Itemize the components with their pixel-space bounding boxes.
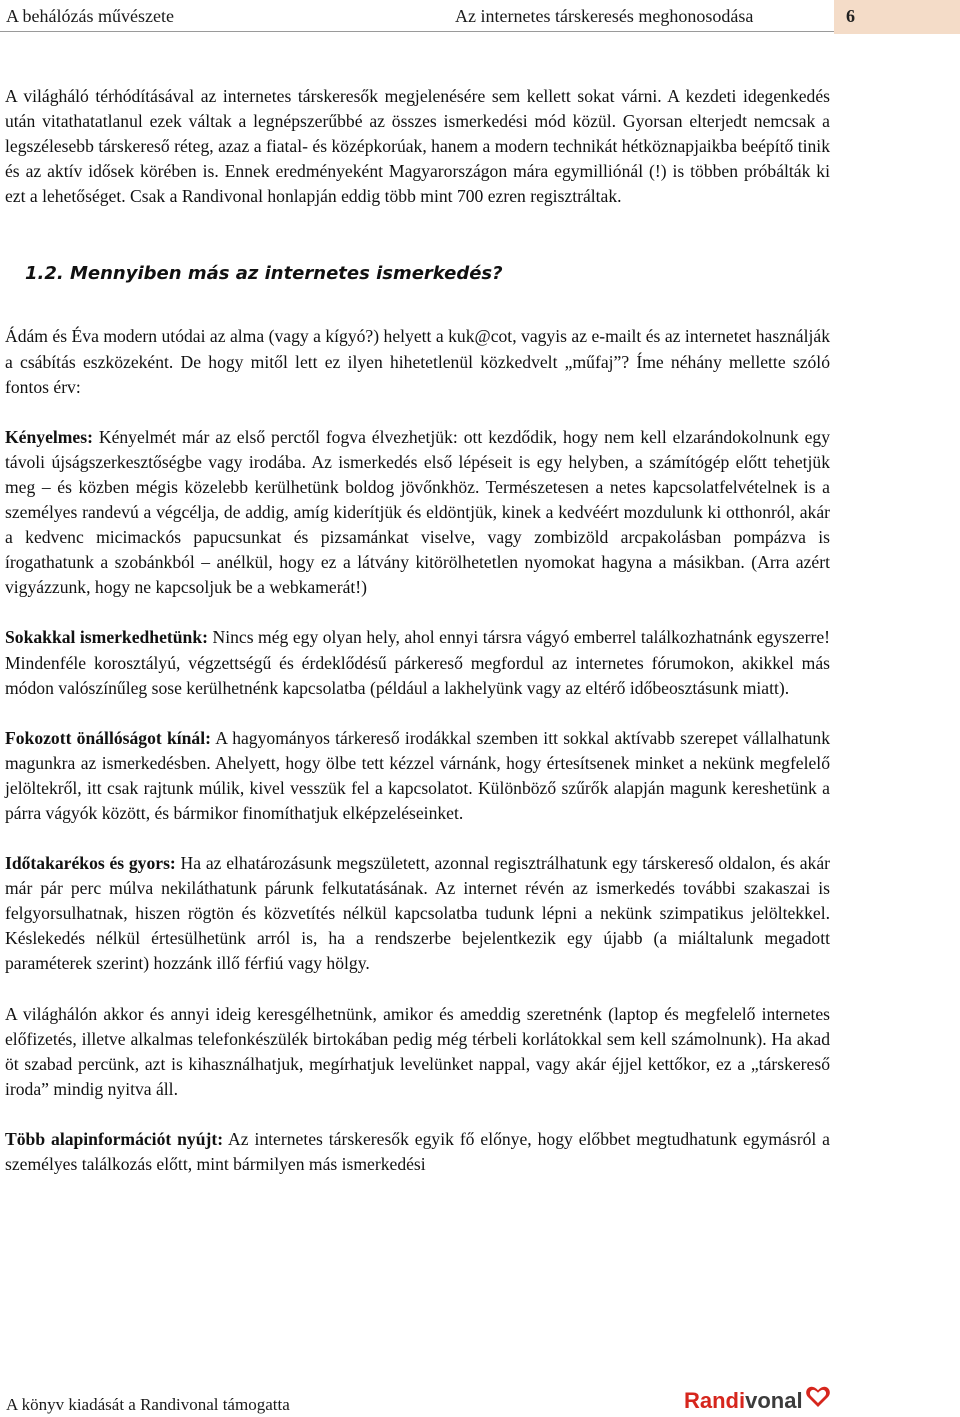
argument-paragraph-comfortable	[5, 425, 830, 601]
argument-paragraph-independence	[5, 726, 830, 826]
logo-wordmark	[684, 1388, 803, 1414]
page-header	[0, 0, 960, 34]
intro-paragraph: A világháló térhódításával az internetes társkeresők megjelenésére sem kellett sokat várni. A kezdeti idegenkedés után vitathatatlanul ezek váltak a legnépszerűbbé az összes ismerkedési mód közül. Gyorsan elterjedt nemcsak a legszélesebb társkereső réteg, azaz a fiatal- és középkorúak, hanem a modern technikát hétköznapjaikba beépítő tinik és az aktív idősek körében is. Ennek eredményeként Magyarországon mára egymilliónál (!) is többen próbálták ki ezt a lehetőséget. Csak a Randivonal honlapján eddig több mint 700 ezren regisztráltak.	[5, 86, 830, 207]
argument-label: Több alapinformációt nyújt:	[5, 1128, 224, 1149]
argument-paragraph-more-information	[5, 1127, 830, 1177]
page-number: 6	[846, 6, 855, 26]
argument-paragraph-many-contacts	[5, 625, 830, 700]
argument-label: Sokakkal ismerkedhetünk:	[5, 627, 208, 648]
argument-label: Kényelmes:	[5, 426, 93, 447]
randivonal-logo	[684, 1384, 834, 1414]
argument-paragraph-time-saving	[5, 851, 830, 976]
argument-text: Kényelmét már az első perctől fogva élvezhetjük: ott kezdődik, hogy nem kell elzarándokolnunk egy távoli újságszerkesztőségbe vagy irodába. Az ismerkedés első lépéseit is egy helyben, a számítógép előtt tehetjük meg – és közben mégis közelebb kerülhetünk boldog jövőnkhöz. Természetesen a netes kapcsolatfelvételnek is a személyes randevú a végcélja, de addig, amíg kiderítjük és eldöntjük, kinek a kedvéért mozdulunk ki otthonról, akár a kedvenc micimackós papucsunkat és pizsamánkat viselve, vagy zombizöld arcpakolásban pompázva is írogathatunk a szobánkból – anélkül, hogy ez a látvány kitörölhetetlen nyomokat hagyna a másikban. (Arra azért vigyázzunk, hogy ne kapcsoljuk be a webkamerát!)	[5, 426, 830, 598]
chapter-title: Az internetes társkeresés meghonosodása	[455, 6, 754, 26]
section-heading: 1.2. Mennyiben más az internetes ismerkedés?	[25, 263, 503, 285]
argument-text: A világhálón akkor és annyi ideig keresgélhetnünk, amikor és ameddig szeretnénk (laptop és megfelelő internetes előfizetés, illetve alkalmas telefonkészülék birtokában pedig még térbeli korlátokkal sem kell számolnunk). Ha akad öt szabad percünk, azt is kihasználhatjuk, megírhatjuk levelünket nappal, vagy akár éjjel kettőkor, ez a „társkereső iroda” mindig nyitva áll.	[5, 1003, 830, 1099]
sponsor-note: A könyv kiadását a Randivonal támogatta	[6, 1395, 290, 1414]
page-footer	[0, 1380, 960, 1417]
logo-wordmark-red: Randi	[684, 1388, 746, 1413]
argument-text: A hagyományos tárkereső irodákkal szemben itt sokkal aktívabb szerepet vállalhatunk magunkra az ismerkedésben. Ahelyett, hogy ölbe tett kézzel várnánk, hogy értesítsenek minket a nekünk megfelelő jelöltekről, itt csak rajtunk múlik, kivel vesszük fel a kapcsolatot. Különböző szűrők alapján magunk kereshetünk a párra vágyók között, és bármikor finomíthatjuk elképzeléseinket.	[5, 727, 831, 823]
heart-icon	[805, 1384, 831, 1410]
header-divider	[0, 31, 834, 32]
argument-label: Időtakarékos és gyors:	[5, 853, 176, 874]
logo-wordmark-dark: vonal	[745, 1388, 803, 1413]
availability-paragraph	[5, 1002, 830, 1102]
argument-text: Nincs még egy olyan hely, ahol ennyi társra vágyó emberrel találkozhatnánk egyszerre! Mindenféle korosztályú, végzettségű és érdeklődésű párkereső megfordul az internetes fórumokon, akikkel más módon valószínűleg sose kerülhetnénk kapcsolatba (például a lakhelyünk vagy az eltérő időbeosztásunk miatt).	[5, 627, 830, 698]
argument-text: Ha az elhatározásunk megszületett, azonnal regisztrálhatunk egy társkereső oldalon, és akár már pár perc múlva nekiláthatunk párunk felkutatásának. Az internet révén az ismerkedés további szakaszai is felgyorsulhatnak, hiszen rögtön és közvetítés nélkül kapcsolatba tudunk lépni a nekünk szimpatikus jelöltekkel. Késlekedés nélkül értesülhetünk arról is, ha a rendszerbe bejelentkezik egy újabb (a miáltalunk megadott paraméterek szerint) hozzánk illő férfiú vagy hölgy.	[5, 853, 830, 974]
argument-label: Fokozott önállóságot kínál:	[5, 727, 211, 748]
book-title: A behálózás művészete	[6, 6, 174, 26]
argument-text: Az internetes társkeresők egyik fő előnye, hogy előbbet megtudhatunk egymásról a személyes találkozás előtt, mint bármilyen más ismerkedési	[5, 1128, 830, 1174]
section-lead-paragraph: Ádám és Éva modern utódai az alma (vagy a kígyó?) helyett a kuk@cot, vagyis az e-mailt és az internetet használják a csábítás eszközeként. De hogy mitől lett ez ilyen hihetetlenül közkedvelt „műfaj”? Íme néhány mellette szóló fontos érv:	[5, 326, 830, 397]
page-body	[5, 84, 830, 1177]
